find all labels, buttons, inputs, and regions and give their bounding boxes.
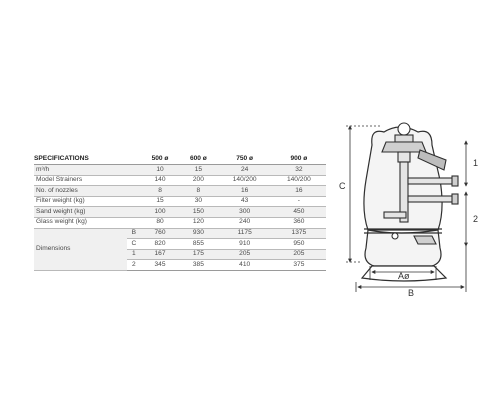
drain-pipe bbox=[384, 212, 406, 218]
cell: 175 bbox=[179, 249, 217, 260]
cell: 150 bbox=[179, 207, 217, 218]
row-label: m³/h bbox=[34, 165, 141, 176]
cell: 385 bbox=[179, 260, 217, 271]
lower-horizontal-pipe bbox=[408, 196, 456, 202]
cell: 930 bbox=[179, 228, 217, 239]
dimension-key: B bbox=[127, 228, 141, 239]
cell: 240 bbox=[218, 217, 272, 228]
row-label: Glass weight (kg) bbox=[34, 217, 141, 228]
dimension-2-label: 2 bbox=[473, 214, 479, 224]
cell: 205 bbox=[272, 249, 326, 260]
cell: 15 bbox=[141, 196, 179, 207]
cell: 15 bbox=[179, 165, 217, 176]
col-header-600: 600 ø bbox=[179, 155, 217, 165]
cell: 8 bbox=[141, 186, 179, 197]
dimension-c-label: C bbox=[339, 181, 346, 191]
drain-valve bbox=[414, 236, 436, 244]
cell: 32 bbox=[272, 165, 326, 176]
cell: 140/200 bbox=[272, 175, 326, 186]
cell: 24 bbox=[218, 165, 272, 176]
cell: 360 bbox=[272, 217, 326, 228]
cell: 345 bbox=[141, 260, 179, 271]
dimension-a-label: Aø bbox=[398, 271, 410, 281]
cell: 30 bbox=[179, 196, 217, 207]
valve-neck bbox=[398, 152, 410, 162]
cell: 16 bbox=[218, 186, 272, 197]
dimension-key: C bbox=[127, 239, 141, 250]
cell: 300 bbox=[218, 207, 272, 218]
cell: 16 bbox=[272, 186, 326, 197]
valve-head bbox=[395, 135, 413, 142]
dimension-key: 1 bbox=[127, 249, 141, 260]
cell: 410 bbox=[218, 260, 272, 271]
cell: 140/200 bbox=[218, 175, 272, 186]
tank-lower-shell bbox=[365, 230, 441, 266]
col-header-500: 500 ø bbox=[141, 155, 179, 165]
cell: 205 bbox=[218, 249, 272, 260]
cell: 820 bbox=[141, 239, 179, 250]
dimension-1-label: 1 bbox=[473, 158, 479, 168]
cell: 1175 bbox=[218, 228, 272, 239]
cell: 910 bbox=[218, 239, 272, 250]
cell: 8 bbox=[179, 186, 217, 197]
row-label: Sand weight (kg) bbox=[34, 207, 141, 218]
row-label: Filter weight (kg) bbox=[34, 196, 141, 207]
cell: 450 bbox=[272, 207, 326, 218]
col-header-750: 750 ø bbox=[218, 155, 272, 165]
cell: 760 bbox=[141, 228, 179, 239]
sight-glass bbox=[392, 233, 398, 239]
specifications-heading: SPECIFICATIONS bbox=[34, 155, 141, 165]
lower-pipe-flange bbox=[452, 194, 458, 204]
row-label: Model Strainers bbox=[34, 175, 141, 186]
cell: 375 bbox=[272, 260, 326, 271]
upper-horizontal-pipe bbox=[408, 178, 456, 184]
row-label: No. of nozzles bbox=[34, 186, 141, 197]
col-header-900: 900 ø bbox=[272, 155, 326, 165]
dimension-key: 2 bbox=[127, 260, 141, 271]
cell: 120 bbox=[179, 217, 217, 228]
cell: 140 bbox=[141, 175, 179, 186]
cell: 80 bbox=[141, 217, 179, 228]
cell: 100 bbox=[141, 207, 179, 218]
cell: 1375 bbox=[272, 228, 326, 239]
cell: 43 bbox=[218, 196, 272, 207]
cell: 10 bbox=[141, 165, 179, 176]
dimension-b-label: B bbox=[408, 288, 415, 298]
valve-handle-ring bbox=[398, 123, 410, 135]
dimensions-label: Dimensions bbox=[34, 228, 127, 270]
cell: 855 bbox=[179, 239, 217, 250]
cell: - bbox=[272, 196, 326, 207]
cell: 950 bbox=[272, 239, 326, 250]
cell: 200 bbox=[179, 175, 217, 186]
cell: 167 bbox=[141, 249, 179, 260]
upper-pipe-flange bbox=[452, 176, 458, 186]
